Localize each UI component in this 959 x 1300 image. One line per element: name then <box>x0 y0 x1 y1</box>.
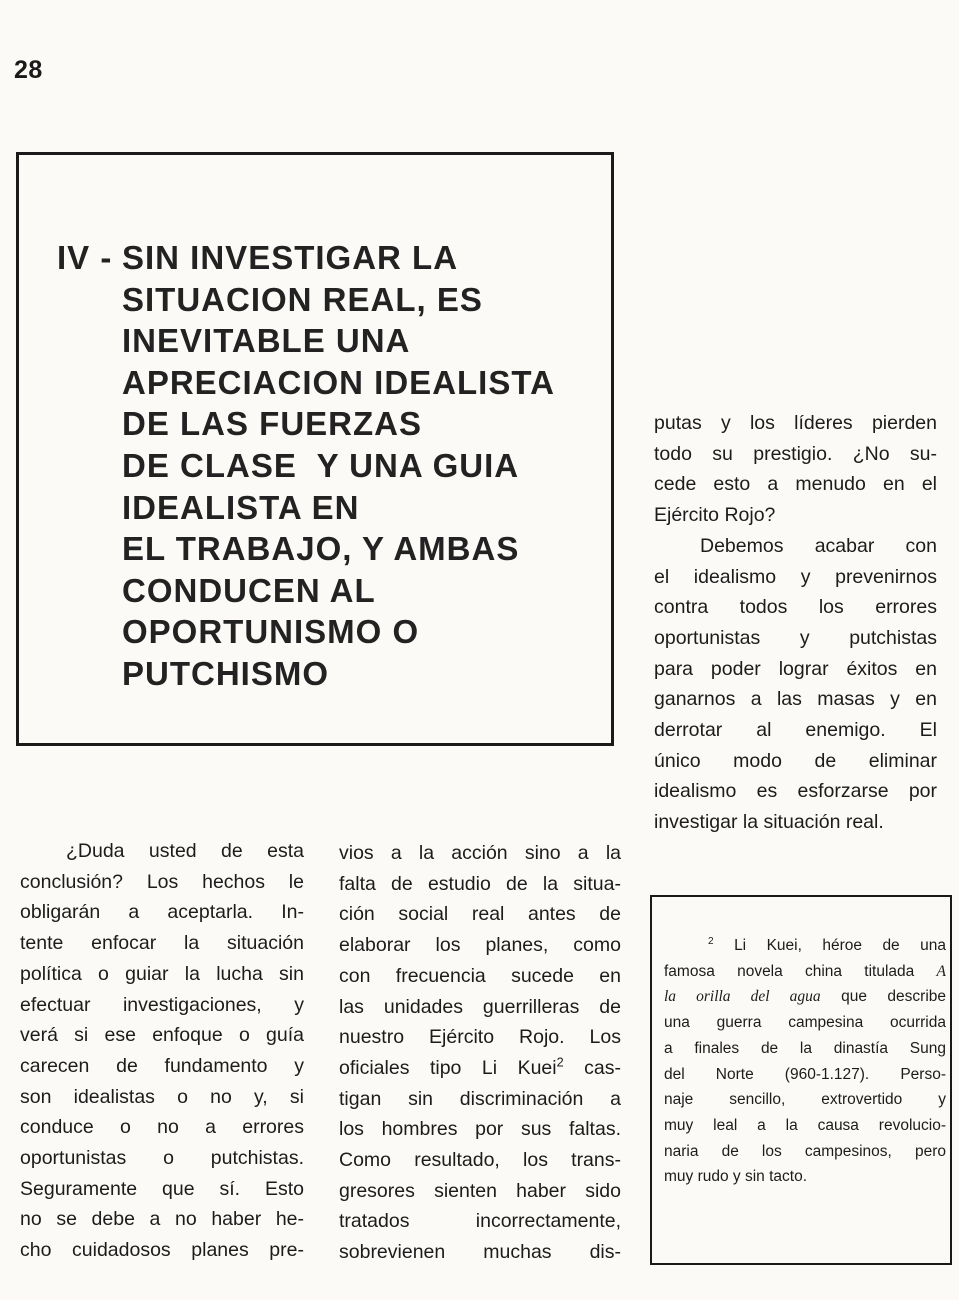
chapter-title-line: CONDUCEN AL <box>122 571 376 609</box>
text-line: son idealistas o no y, si <box>20 1085 304 1108</box>
text-fragment: que describe <box>820 988 946 1006</box>
footnote-line: una guerra campesina ocurrida <box>664 1014 946 1032</box>
text-line: verá si ese enfoque o guía <box>20 1024 304 1047</box>
text-fragment: oficiales tipo Li Kuei <box>339 1056 557 1079</box>
chapter-title <box>57 237 617 695</box>
text-line: cede esto a menudo en el <box>654 473 937 496</box>
text-line: para poder lograr éxitos en <box>654 657 937 680</box>
book-title: la orilla del agua <box>664 988 821 1006</box>
footnote-line: muy rudo y sin tacto. <box>664 1168 808 1186</box>
chapter-title-line: PUTCHISMO <box>122 654 329 692</box>
body-column-right <box>654 408 937 838</box>
text-line: ¿Duda usted de esta <box>66 840 304 862</box>
text-line: gresores sienten haber sido <box>339 1179 621 1202</box>
footnote-line: muy leal a la causa revolucio- <box>664 1116 946 1134</box>
chapter-title-box <box>16 152 614 746</box>
body-column-middle <box>339 838 621 1268</box>
text-line: todo su prestigio. ¿No su- <box>654 442 937 465</box>
footnote <box>664 933 946 1190</box>
text-line: nuestro Ejército Rojo. Los <box>339 1026 621 1049</box>
text-line: las unidades guerrilleras de <box>339 995 621 1018</box>
text-line: contra todos los errores <box>654 596 937 619</box>
chapter-title-line: APRECIACION IDEALISTA <box>122 363 555 401</box>
chapter-numeral: IV - <box>57 239 113 276</box>
text-line: cho cuidadosos planes pre- <box>20 1239 304 1262</box>
body-column-left <box>20 836 304 1266</box>
text-line: obligarán a aceptarla. In- <box>20 901 304 924</box>
text-line: conduce o no a errores <box>20 1116 304 1139</box>
text-line: ción social real antes de <box>339 903 621 926</box>
text-line: Como resultado, los trans- <box>339 1149 621 1172</box>
chapter-title-line: SIN INVESTIGAR LA <box>122 239 459 276</box>
chapter-title-line: IDEALISTA EN <box>122 488 360 526</box>
text-line: investigar la situación real. <box>654 811 884 834</box>
text-line: oportunistas y putchistas <box>654 626 937 649</box>
text-line: no se debe a no haber he- <box>20 1208 304 1231</box>
text-fragment: famosa novela china titulada <box>664 962 937 980</box>
book-title-fragment: A <box>936 962 946 980</box>
text-fragment: cas- <box>563 1056 621 1079</box>
text-line: carecen de fundamento y <box>20 1054 304 1077</box>
text-line: el idealismo y prevenirnos <box>654 565 937 588</box>
chapter-title-lines <box>122 237 617 695</box>
text-line: oportunistas o putchistas. <box>20 1147 304 1170</box>
footnote-line: a finales de la dinastía Sung <box>664 1039 946 1057</box>
text-line: derrotar al enemigo. El <box>654 719 937 742</box>
footnote-line <box>664 984 946 1010</box>
footnote-line: naria de los campesinos, pero <box>664 1142 946 1160</box>
text-line: Seguramente que sí. Esto <box>20 1177 304 1200</box>
text-line: tente enfocar la situación <box>20 932 304 955</box>
text-line: ganarnos a las masas y en <box>654 688 937 711</box>
footnote-mark: 2 <box>708 935 714 947</box>
text-line: elaborar los planes, como <box>339 934 621 957</box>
footnote-line <box>664 933 946 959</box>
text-line: Debemos acabar con <box>700 534 937 557</box>
text-line: efectuar investigaciones, y <box>20 993 304 1016</box>
text-line: idealismo es esforzarse por <box>654 780 937 803</box>
text-line-with-footnote <box>339 1053 621 1084</box>
text-line: vios a la acción sino a la <box>339 842 621 864</box>
chapter-title-line: DE LAS FUERZAS <box>122 405 423 443</box>
chapter-title-line: OPORTUNISMO O <box>122 613 420 651</box>
page-number: 28 <box>14 56 43 84</box>
text-line: putas y los líderes pierden <box>654 412 937 434</box>
text-line: los hombres por sus faltas. <box>339 1118 621 1141</box>
footnote-line: del Norte (960-1.127). Perso- <box>664 1065 946 1083</box>
text-line: único modo de eliminar <box>654 749 937 772</box>
text-line: Ejército Rojo? <box>654 504 776 527</box>
chapter-title-line: SITUACION REAL, ES <box>122 280 483 318</box>
footnote-reference: 2 <box>556 1055 564 1070</box>
footnote-line <box>664 959 946 985</box>
text-line: política o guiar la lucha sin <box>20 962 304 985</box>
chapter-title-line: INEVITABLE UNA <box>122 322 411 360</box>
footnote-box <box>650 895 952 1265</box>
text-line: falta de estudio de la situa- <box>339 872 621 895</box>
text-line: tigan sin discriminación a <box>339 1087 621 1110</box>
chapter-title-line: EL TRABAJO, Y AMBAS <box>122 530 520 568</box>
text-line: con frecuencia sucede en <box>339 964 621 987</box>
text-line: conclusión? Los hechos le <box>20 870 304 893</box>
chapter-title-line: DE CLASE Y UNA GUIA <box>122 446 520 484</box>
text-fragment: Li Kuei, héroe de una <box>734 937 946 954</box>
footnote-line: naje sencillo, extrovertido y <box>664 1091 946 1109</box>
text-line: sobrevienen muchas dis- <box>339 1241 621 1264</box>
text-line: tratados incorrectamente, <box>339 1210 621 1233</box>
